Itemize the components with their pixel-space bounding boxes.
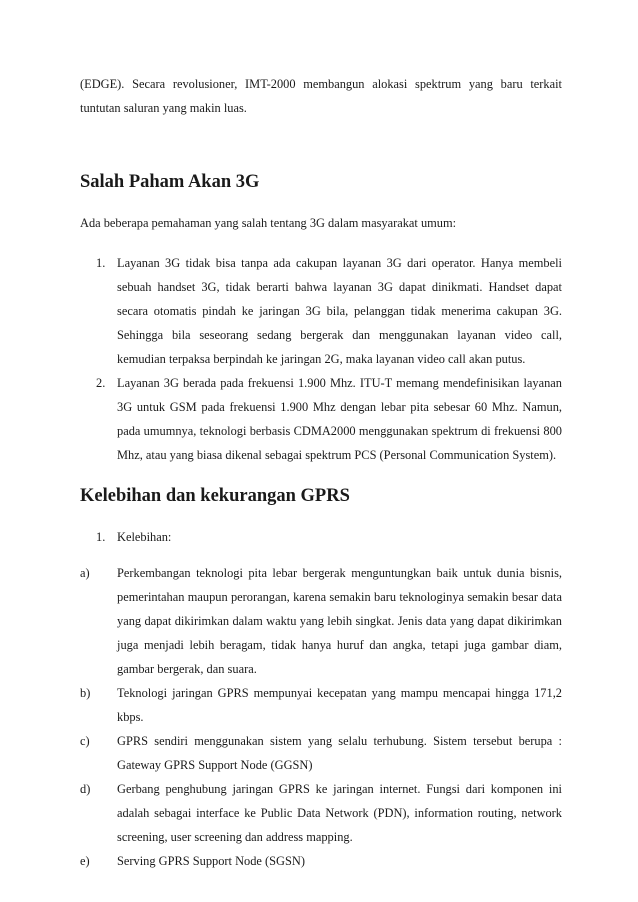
list-item-text: Gerbang penghubung jaringan GPRS ke jaringan internet. Fungsi dari komponen ini adalah sebagai interface ke Public Data Network (PDN), information routing, network screening, user screening dan address mapping. [117,782,562,844]
advantages-list [80,561,562,873]
list-marker: 1. [96,530,106,544]
section-heading-salah-paham: Salah Paham Akan 3G [80,172,260,192]
list-item-text: Layanan 3G tidak bisa tanpa ada cakupan layanan 3G dari operator. Hanya membeli sebuah handset 3G, tidak berarti bahwa layanan 3G dapat dinikmati. Handset dapat secara otomatis pindah ke jaringan 3G bila, pelanggan tidak menerima cakupan 3G. Sehingga bila seseorang sedang bergerak dan menggunakan layanan video call, kemudian terpaksa berpindah ke jaringan 2G, maka layanan video call akan putus. [117,256,562,366]
list-marker: b) [80,686,91,700]
list-item [80,849,562,873]
list-marker: 2. [96,376,106,390]
misconception-list [80,251,562,467]
list-item [80,561,562,681]
list-item [80,251,562,371]
list-marker: d) [80,782,91,796]
numbered-list [80,525,562,549]
list-marker: a) [80,566,90,580]
section-intro: Ada beberapa pemahaman yang salah tentang 3G dalam masyarakat umum: [80,216,457,230]
intro-continuation: (EDGE). Secara revolusioner, IMT-2000 membangun alokasi spektrum yang baru terkait tuntutan saluran yang makin luas. [80,77,562,115]
list-item-text: Layanan 3G berada pada frekuensi 1.900 Mhz. ITU-T memang mendefinisikan layanan 3G untuk GSM pada frekuensi 1.900 Mhz dengan lebar pita sebesar 60 Mhz. Namun, pada umumnya, teknologi berbasis CDMA2000 menggunakan spektrum di frekuensi 800 Mhz, atau yang biasa dikenal sebagai spektrum PCS (Personal Communication System). [117,376,562,462]
list-item [80,525,562,549]
list-marker: e) [80,854,90,868]
list-item-text: Teknologi jaringan GPRS mempunyai kecepatan yang mampu mencapai hingga 171,2 kbps. [117,686,562,724]
list-item [80,729,562,777]
list-item-text: GPRS sendiri menggunakan sistem yang selalu terhubung. Sistem tersebut berupa : Gateway GPRS Support Node (GGSN) [117,734,562,772]
list-item-text: Serving GPRS Support Node (SGSN) [117,854,305,868]
section-heading-gprs: Kelebihan dan kekurangan GPRS [80,486,350,506]
list-marker: 1. [96,256,106,270]
list-item [80,681,562,729]
list-marker: c) [80,734,90,748]
list-item-text: Kelebihan: [117,530,172,544]
list-item-text: Perkembangan teknologi pita lebar bergerak menguntungkan baik untuk dunia bisnis, pemerintahan maupun perorangan, karena semakin baru teknologinya semakin besar data yang dapat dikirimkan dalam waktu yang lebih singkat. Jenis data yang dapat dikirimkan juga menjadi lebih beragam, tidak hanya huruf dan angka, tetapi juga gambar diam, gambar bergerak, dan suara. [117,566,562,676]
list-item [80,777,562,849]
list-item [80,371,562,467]
